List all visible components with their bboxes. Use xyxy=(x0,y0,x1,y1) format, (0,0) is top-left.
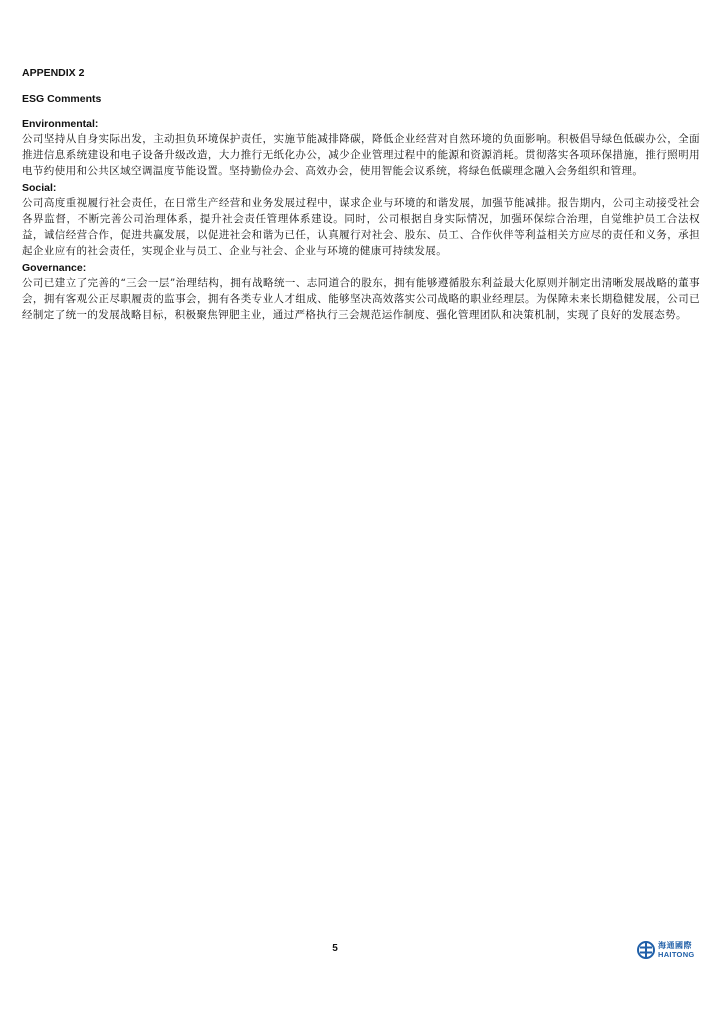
appendix-content xyxy=(22,66,700,325)
logo-english-name: HAITONG xyxy=(658,950,695,959)
environmental-text: 公司坚持从自身实际出发，主动担负环境保护责任，实施节能减排降碳，降低企业经营对自然环境的负面影响。积极倡导绿色低碳办公，全面推进信息系统建设和电子设备升级改造，大力推行无纸化办公，减少企业管理过程中的能源和资源消耗。贯彻落实各项环保措施，推行照明用电节约使用和公共区域空调温度节能设置。坚持勤俭办会、高效办会，使用智能会议系统，将绿色低碳理念融入会务组织和管理。 xyxy=(22,133,700,177)
haitong-logo xyxy=(637,941,695,959)
section-governance xyxy=(22,261,700,323)
section-environmental xyxy=(22,117,700,179)
appendix-title: APPENDIX 2 xyxy=(22,67,85,79)
esg-title: ESG Comments xyxy=(22,93,102,105)
governance-heading: Governance: xyxy=(22,262,87,274)
social-heading: Social: xyxy=(22,182,57,194)
social-text: 公司高度重视履行社会责任，在日常生产经营和业务发展过程中，谋求企业与环境的和谐发展，加强节能减排。报告期内，公司主动接受社会各界监督，不断完善公司治理体系，提升社会责任管理体系建设。同时，公司根据自身实际情况，加强环保综合治理，自觉维护员工合法权益，诚信经营合作，促进共赢发展，以促进社会和谐为已任，认真履行对社会、股东、员工、合作伙伴等利益相关方应尽的责任和义务，承担起企业应有的社会责任，实现企业与员工、企业与社会、企业与环境的健康可持续发展。 xyxy=(22,197,700,257)
governance-text: 公司已建立了完善的“三会一层”治理结构，拥有战略统一、志同道合的股东，拥有能够遵循股东利益最大化原则并制定出清晰发展战略的董事会，拥有客观公正尽职履责的监事会，拥有各类专业人才组成、能够坚决高效落实公司战略的职业经理层。为保障未来长期稳健发展，公司已经制定了统一的发展战略目标，积极聚焦钾肥主业，通过严格执行三会规范运作制度、强化管理团队和决策机制，实现了良好的发展态势。 xyxy=(22,277,700,321)
environmental-heading: Environmental: xyxy=(22,118,99,130)
section-social xyxy=(22,181,700,259)
page-number: 5 xyxy=(332,943,338,954)
haitong-logo-icon xyxy=(637,941,655,959)
logo-chinese-name: 海通國際 xyxy=(658,941,692,950)
logo-text xyxy=(658,941,695,959)
